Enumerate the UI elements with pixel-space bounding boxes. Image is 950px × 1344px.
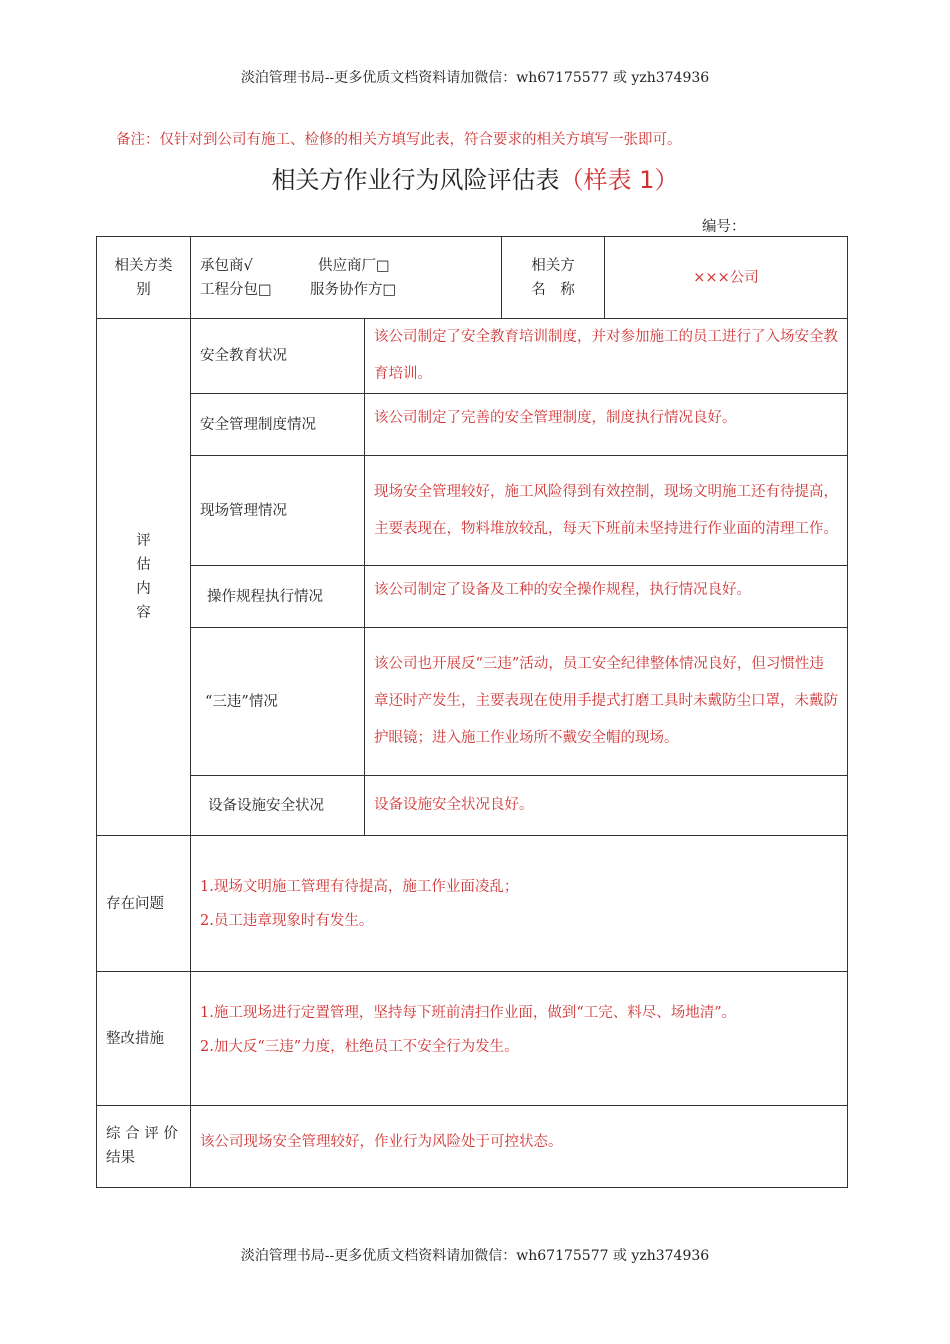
conclusion-label [97, 1106, 191, 1188]
option-supplier: 供应商厂□ [318, 257, 390, 274]
eval-item-label: 设备设施安全状况 [191, 776, 365, 836]
eval-item-content: 现场安全管理较好，施工风险得到有效控制，现场文明施工还有待提高，主要表现在，物料堆放较乱，每天下班前未坚持进行作业面的清理工作。 [365, 456, 848, 566]
eval-item-content: 该公司制定了设备及工种的安全操作规程，执行情况良好。 [365, 566, 848, 628]
page-footer: 淡泊管理书局--更多优质文档资料请加微信：wh67175577 或 yzh374936 [240, 1248, 710, 1264]
assessment-table [96, 236, 848, 1188]
category-label-line1: 相关方类 [114, 257, 173, 274]
evaluation-label-char: 估 [136, 557, 151, 573]
title-sample-tag: （样表 1） [559, 166, 679, 194]
serial-number-label: 编号： [702, 219, 746, 235]
party-name-value: ×××公司 [605, 237, 848, 319]
eval-item-content: 该公司制定了完善的安全管理制度，制度执行情况良好。 [365, 394, 848, 456]
problem-line: 2.员工违章现象时有发生。 [200, 912, 374, 929]
conclusion-label-line1: 综 合 评 价 [106, 1126, 178, 1142]
problems-label: 存在问题 [97, 836, 191, 972]
category-label-line2: 别 [136, 281, 151, 298]
page-title [0, 160, 950, 195]
party-name-label-line1: 相关方 [531, 257, 575, 274]
option-subcontract: 工程分包□ [200, 281, 272, 298]
measures-content [191, 972, 848, 1106]
remark-note: 备注：仅针对到公司有施工、检修的相关方填写此表，符合要求的相关方填写一张即可。 [116, 132, 682, 148]
measure-line: 2.加大反“三违”力度，杜绝员工不安全行为发生。 [200, 1039, 519, 1055]
eval-item-label: 安全教育状况 [191, 319, 365, 394]
eval-item-content: 设备设施安全状况良好。 [365, 776, 848, 836]
category-options-cell [191, 237, 502, 319]
eval-item-label: 操作规程执行情况 [191, 566, 365, 628]
option-service-partner: 服务协作方□ [310, 281, 397, 298]
eval-item-content: 该公司也开展反“三违”活动，员工安全纪律整体情况良好，但习惯性违章还时产发生，主要表现在使用手提式打磨工具时未戴防尘口罩，未戴防护眼镜；进入施工作业场所不戴安全帽的现场。 [365, 628, 848, 776]
evaluation-label-char: 内 [136, 581, 151, 597]
conclusion-content: 该公司现场安全管理较好，作业行为风险处于可控状态。 [191, 1106, 848, 1188]
evaluation-label-char: 容 [136, 605, 151, 621]
category-label-cell [97, 237, 191, 319]
eval-item-label: 安全管理制度情况 [191, 394, 365, 456]
problem-line: 1.现场文明施工管理有待提高，施工作业面凌乱； [200, 878, 519, 895]
party-name-label-line2: 名 称 [531, 281, 575, 298]
measure-line: 1.施工现场进行定置管理，坚持每下班前清扫作业面，做到“工完、料尽、场地清”。 [200, 1005, 737, 1021]
eval-item-label: 现场管理情况 [191, 456, 365, 566]
party-name-label-cell [502, 237, 605, 319]
evaluation-label-char: 评 [136, 533, 151, 549]
eval-item-content: 该公司制定了安全教育培训制度，并对参加施工的员工进行了入场安全教育培训。 [365, 319, 848, 394]
measures-label: 整改措施 [97, 972, 191, 1106]
page-header: 淡泊管理书局--更多优质文档资料请加微信：wh67175577 或 yzh374936 [240, 70, 710, 86]
evaluation-label-cell [97, 319, 191, 836]
conclusion-label-line2: 结果 [106, 1150, 135, 1166]
title-main: 相关方作业行为风险评估表 [271, 166, 560, 194]
problems-content [191, 836, 848, 972]
option-contractor: 承包商√ [200, 257, 253, 274]
eval-item-label: “三违”情况 [191, 628, 365, 776]
